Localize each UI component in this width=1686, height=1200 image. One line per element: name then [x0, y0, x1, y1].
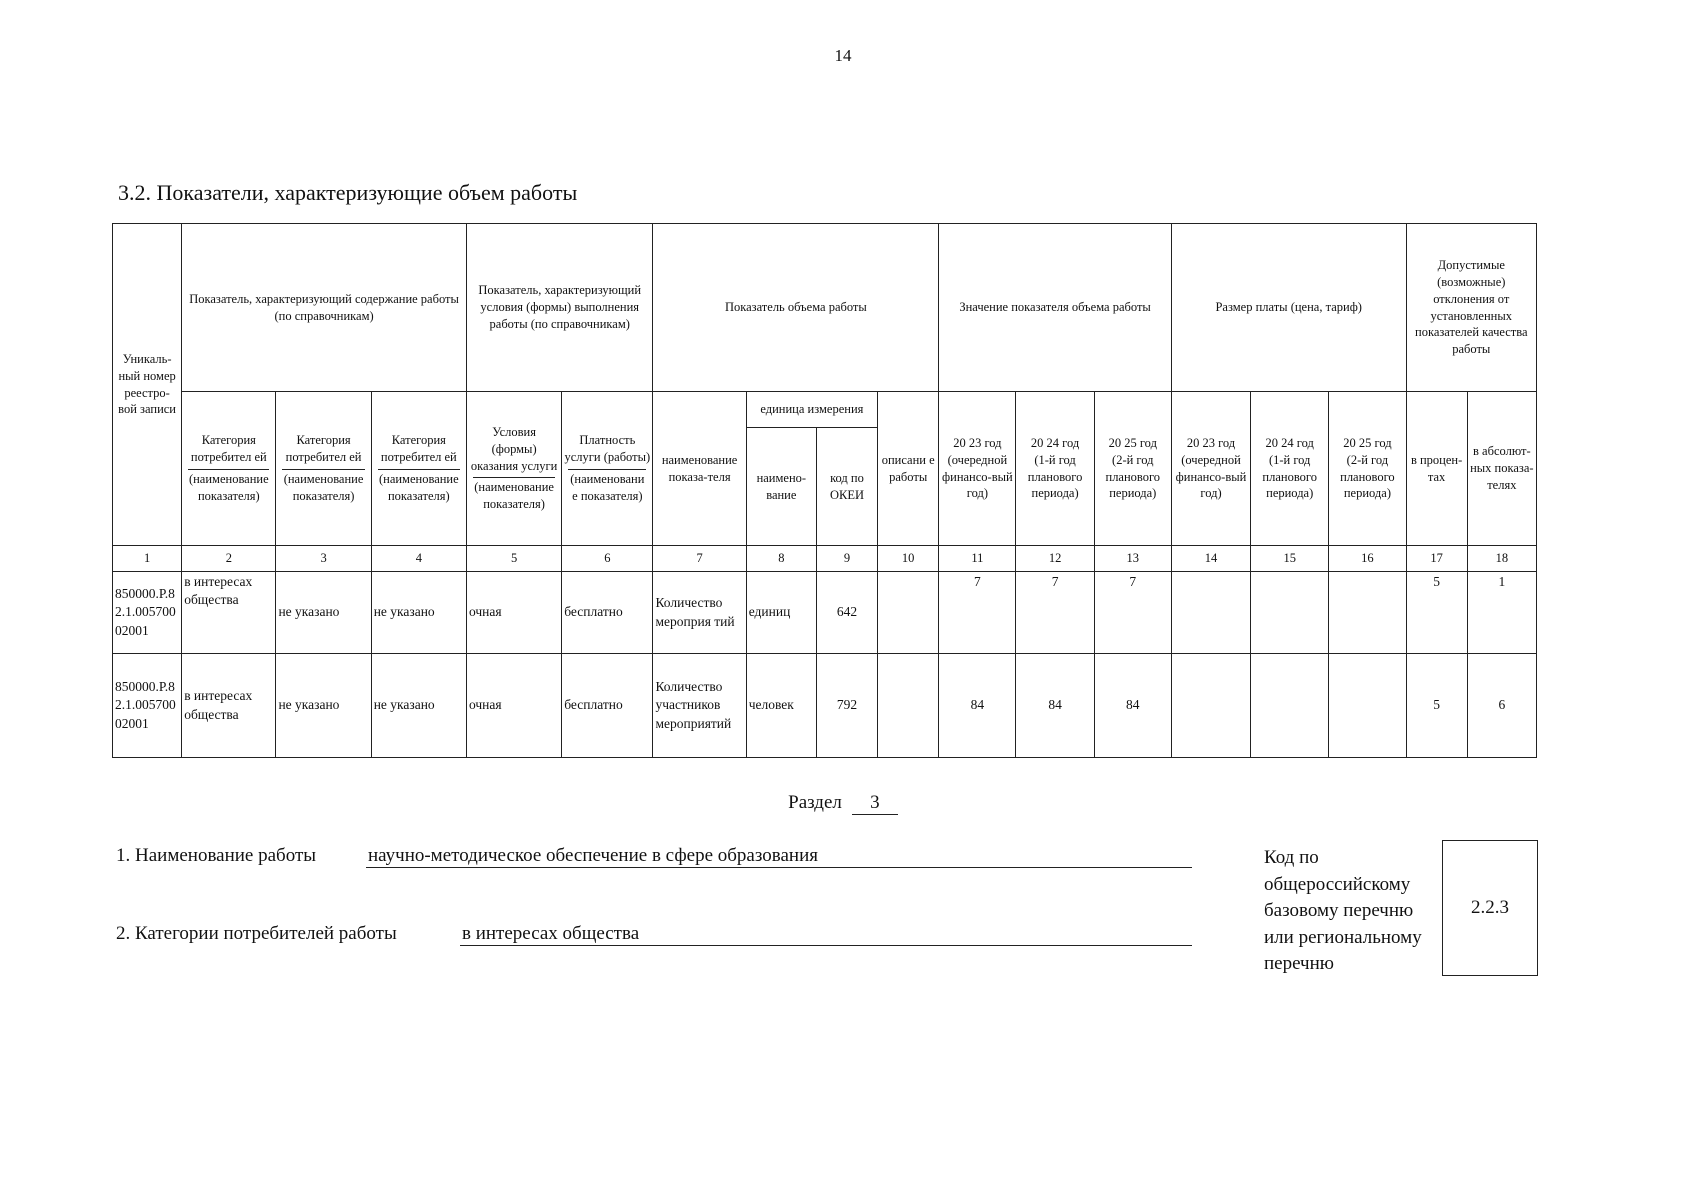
consumer-category: в интересах общества [182, 654, 276, 758]
header-unit-code: код по ОКЕИ [816, 428, 877, 546]
col-num-18: 18 [1467, 546, 1536, 572]
category-3: не указано [276, 572, 371, 654]
price-2025 [1329, 572, 1406, 654]
header-volume-indicator: Показатель объема работы [653, 224, 939, 392]
deviation-percent: 5 [1406, 654, 1467, 758]
header-deviation-percent: в процен-тах [1406, 392, 1467, 546]
section-heading [0, 792, 1686, 815]
work-description [878, 654, 939, 758]
deviation-absolute: 6 [1467, 654, 1536, 758]
header-category-2: Категория потребител ей (наименование показателя) [182, 392, 276, 546]
price-2024 [1251, 572, 1329, 654]
code-box [1442, 840, 1538, 976]
service-payment: бесплатно [562, 654, 653, 758]
header-value-2025: 20 25 год (2-й год планового периода) [1094, 392, 1171, 546]
col-num-2: 2 [182, 546, 276, 572]
consumer-category-value: в интересах общества [460, 923, 1192, 946]
price-2025 [1329, 654, 1406, 758]
col-num-12: 12 [1016, 546, 1094, 572]
col-num-17: 17 [1406, 546, 1467, 572]
col-num-10: 10 [878, 546, 939, 572]
header-price-2024: 20 24 год (1-й год планового периода) [1251, 392, 1329, 546]
col-num-14: 14 [1171, 546, 1250, 572]
col-num-1: 1 [113, 546, 182, 572]
page-number: 14 [834, 46, 852, 65]
header-price-2025: 20 25 год (2-й год планового периода) [1329, 392, 1406, 546]
header-service-payment: Платность услуги (работы) (наименовани е показателя) [562, 392, 653, 546]
volume-indicator-name: Количество участников мероприятий [653, 654, 746, 758]
header-volume-name: наименование показа-теля [653, 392, 746, 546]
col-num-9: 9 [816, 546, 877, 572]
header-deviation: Допустимые (возможные) отклонения от установленных показателей качества работы [1406, 224, 1536, 392]
col-num-6: 6 [562, 546, 653, 572]
okei-code: 792 [816, 654, 877, 758]
value-2023: 7 [939, 572, 1016, 654]
work-description [878, 572, 939, 654]
service-payment: бесплатно [562, 572, 653, 654]
header-unit-name: наимено-вание [746, 428, 816, 546]
code-label: Код по общероссийскому базовому перечню или региональному перечню [1264, 847, 1422, 974]
service-form: очная [466, 572, 561, 654]
header-content-indicator: Показатель, характеризующий содержание работы (по справочникам) [182, 224, 467, 392]
header-unit: единица измерения [746, 392, 877, 428]
table-row [113, 654, 1537, 758]
col-num-16: 16 [1329, 546, 1406, 572]
col-num-8: 8 [746, 546, 816, 572]
column-numbers-row [113, 546, 1537, 572]
price-2023 [1171, 654, 1250, 758]
header-category-3: Категория потребител ей (наименование показателя) [276, 392, 371, 546]
col-num-13: 13 [1094, 546, 1171, 572]
value-2023: 84 [939, 654, 1016, 758]
header-description: описани е работы [878, 392, 939, 546]
work-name-value: научно-методическое обеспечение в сфере образования [366, 845, 1192, 868]
table-row [113, 572, 1537, 654]
registry-number: 850000.Р.82.1.00570002001 [113, 654, 182, 758]
category-4: не указано [371, 654, 466, 758]
col-num-7: 7 [653, 546, 746, 572]
value-2024: 84 [1016, 654, 1094, 758]
code-value: 2.2.3 [1471, 897, 1509, 918]
col-num-15: 15 [1251, 546, 1329, 572]
section-title: 3.2. Показатели, характеризующие объем работы [118, 180, 578, 205]
deviation-percent: 5 [1406, 572, 1467, 654]
col-num-11: 11 [939, 546, 1016, 572]
section-label: Раздел [788, 792, 842, 813]
header-conditions-indicator: Показатель, характеризующий условия (формы) выполнения работы (по справочникам) [466, 224, 653, 392]
header-value-2024: 20 24 год (1-й год планового периода) [1016, 392, 1094, 546]
category-4: не указано [371, 572, 466, 654]
header-category-4: Категория потребител ей (наименование показателя) [371, 392, 466, 546]
header-price-2023: 20 23 год (очередной финансо-вый год) [1171, 392, 1250, 546]
unit-name: человек [746, 654, 816, 758]
consumer-category-label: 2. Категории потребителей работы [116, 923, 397, 944]
deviation-absolute: 1 [1467, 572, 1536, 654]
price-2024 [1251, 654, 1329, 758]
registry-number: 850000.Р.82.1.00570002001 [113, 572, 182, 654]
col-num-5: 5 [466, 546, 561, 572]
consumer-category: в интересах общества [182, 572, 276, 654]
unit-name: единиц [746, 572, 816, 654]
price-2023 [1171, 572, 1250, 654]
header-value-2023: 20 23 год (очередной финансо-вый год) [939, 392, 1016, 546]
work-name-label: 1. Наименование работы [116, 845, 317, 866]
col-num-3: 3 [276, 546, 371, 572]
header-price: Размер платы (цена, тариф) [1171, 224, 1406, 392]
service-form: очная [466, 654, 561, 758]
header-deviation-absolute: в абсолют-ных показа-телях [1467, 392, 1536, 546]
col-num-4: 4 [371, 546, 466, 572]
header-unique-number: Уникаль-ный номер реестро-вой записи [113, 224, 182, 546]
category-3: не указано [276, 654, 371, 758]
value-2025: 7 [1094, 572, 1171, 654]
header-volume-value: Значение показателя объема работы [939, 224, 1172, 392]
okei-code: 642 [816, 572, 877, 654]
section-number: 3 [852, 792, 898, 815]
value-2025: 84 [1094, 654, 1171, 758]
header-service-form: Условия (формы) оказания услуги (наименование показателя) [466, 392, 561, 546]
volume-indicator-name: Количество мероприя тий [653, 572, 746, 654]
volume-indicators-table [112, 223, 1537, 758]
value-2024: 7 [1016, 572, 1094, 654]
